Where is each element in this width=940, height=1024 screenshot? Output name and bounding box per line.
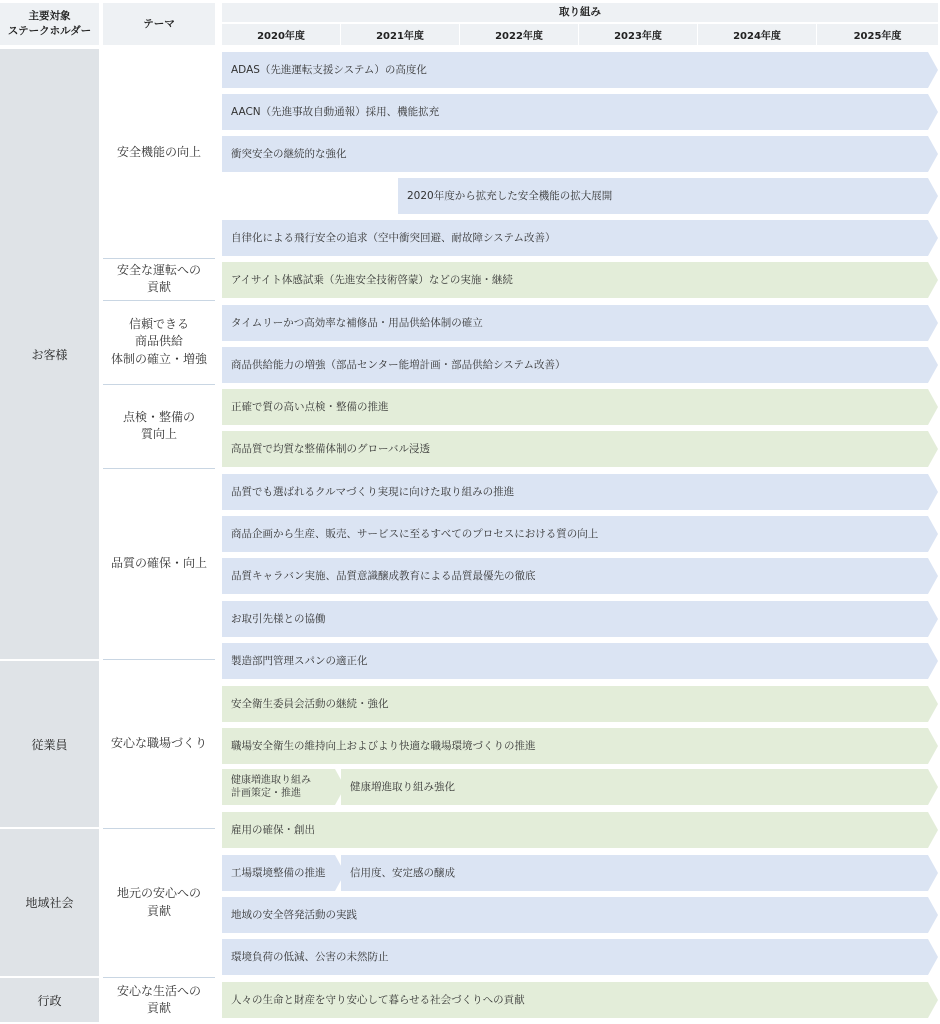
initiative-label: 信用度、安定感の醸成: [350, 866, 455, 879]
theme-inspection-quality: 点検・整備の 質向上: [103, 385, 215, 467]
initiative-bar: [222, 262, 938, 298]
initiative-bar: [222, 939, 938, 975]
stakeholder-government: 行政: [0, 978, 99, 1022]
initiative-label: 品質でも選ばれるクルマづくり実現に向けた取り組みの推進: [231, 485, 515, 498]
initiative-label: ADAS（先進運転支援システム）の高度化: [231, 63, 427, 76]
initiative-bar: [222, 305, 938, 341]
initiative-bar: [222, 431, 938, 467]
initiative-bar: [222, 136, 938, 172]
arrow-shape: [222, 812, 938, 848]
initiative-bar: [222, 389, 938, 425]
theme-local-security: 地元の安心への 貢献: [103, 829, 215, 976]
initiative-label: 高品質で均質な整備体制のグローバル浸透: [231, 442, 430, 455]
theme-safe-living: 安心な生活への 貢献: [103, 978, 215, 1022]
theme-divider: [103, 659, 215, 660]
initiative-label: 安全衛生委員会活動の継続・強化: [231, 697, 389, 710]
initiative-bar: [222, 855, 345, 891]
theme-quality-assurance: 品質の確保・向上: [103, 469, 215, 659]
arrow-fill: [222, 812, 938, 848]
initiative-label: 商品供給能力の増強（部品センター能増計画・部品供給システム改善）: [231, 358, 566, 371]
year-2022: 2022年度: [460, 24, 579, 45]
theme-safe-driving: 安全な運転への 貢献: [103, 259, 215, 299]
year-2020: 2020年度: [222, 24, 341, 45]
year-2023: 2023年度: [579, 24, 698, 45]
theme-safety-functions: 安全機能の向上: [103, 49, 215, 257]
initiative-label: 製造部門管理スパンの適正化: [231, 654, 368, 667]
initiative-bar: [222, 982, 938, 1018]
initiative-bar: [222, 52, 938, 88]
initiative-bar: [222, 474, 938, 510]
initiative-label: 職場安全衛生の維持向上およびより快適な職場環境づくりの推進: [231, 739, 536, 752]
initiative-label: 2020年度から拡充した安全機能の拡大展開: [407, 189, 613, 202]
initiative-bar: [222, 897, 938, 933]
initiative-label: 品質キャラバン実施、品質意識醸成教育による品質最優先の徹底: [231, 569, 536, 582]
initiative-label: 健康増進取り組み 計画策定・推進: [231, 774, 311, 799]
initiative-label: 衝突安全の継続的な強化: [231, 147, 347, 160]
initiative-label: アイサイト体感試乗（先進安全技術啓蒙）などの実施・継続: [231, 273, 513, 286]
stakeholder-customers: お客様: [0, 49, 99, 659]
theme-product-supply: 信頼できる 商品供給 体制の確立・増強: [103, 301, 215, 383]
theme-header: テーマ: [103, 3, 215, 45]
arrow-shape: [222, 601, 938, 637]
initiative-label: 自律化による飛行安全の追求（空中衝突回避、耐故障システム改善）: [231, 231, 556, 244]
initiative-bar: [222, 686, 938, 722]
initiative-bar: [222, 94, 938, 130]
initiative-bar: [222, 347, 938, 383]
initiative-bar: [222, 643, 938, 679]
initiative-label: 雇用の確保・創出: [231, 823, 315, 836]
initiative-label: お取引先様との協働: [231, 612, 326, 625]
stakeholder-header: 主要対象 ステークホルダー: [0, 3, 99, 45]
initiative-bar: [222, 220, 938, 256]
initiative-label: 地域の安全啓発活動の実践: [231, 908, 357, 921]
initiative-bar: [222, 769, 345, 805]
initiative-bar: [222, 601, 938, 637]
initiative-label: 正確で質の高い点検・整備の推進: [231, 400, 389, 413]
initiative-bar: [341, 769, 938, 805]
initiative-label: 環境負荷の低減、公害の未然防止: [231, 950, 389, 963]
initiative-bar: [341, 855, 938, 891]
stakeholder-community: 地域社会: [0, 829, 99, 976]
initiative-bar: [222, 812, 938, 848]
initiative-label: 健康増進取り組み強化: [350, 780, 455, 793]
initiative-bar: [398, 178, 938, 214]
initiative-label: 人々の生命と財産を守り安心して暮らせる社会づくりへの貢献: [231, 993, 525, 1006]
year-2021: 2021年度: [341, 24, 460, 45]
initiative-label: タイムリーかつ高効率な補修品・用品供給体制の確立: [231, 316, 483, 329]
year-2024: 2024年度: [698, 24, 817, 45]
initiative-label: 工場環境整備の推進: [231, 866, 326, 879]
initiative-label: 商品企画から生産、販売、サービスに至るすべてのプロセスにおける質の向上: [231, 527, 599, 540]
initiatives-header: 取り組み: [222, 3, 938, 23]
year-2025: 2025年度: [817, 24, 938, 45]
initiative-bar: [222, 558, 938, 594]
initiative-bar: [222, 516, 938, 552]
arrow-fill: [222, 601, 938, 637]
initiative-bar: [222, 728, 938, 764]
theme-safe-workplace: 安心な職場づくり: [103, 661, 215, 827]
initiative-label: AACN（先進事故自動通報）採用、機能拡充: [231, 105, 440, 118]
stakeholder-employees: 従業員: [0, 661, 99, 827]
